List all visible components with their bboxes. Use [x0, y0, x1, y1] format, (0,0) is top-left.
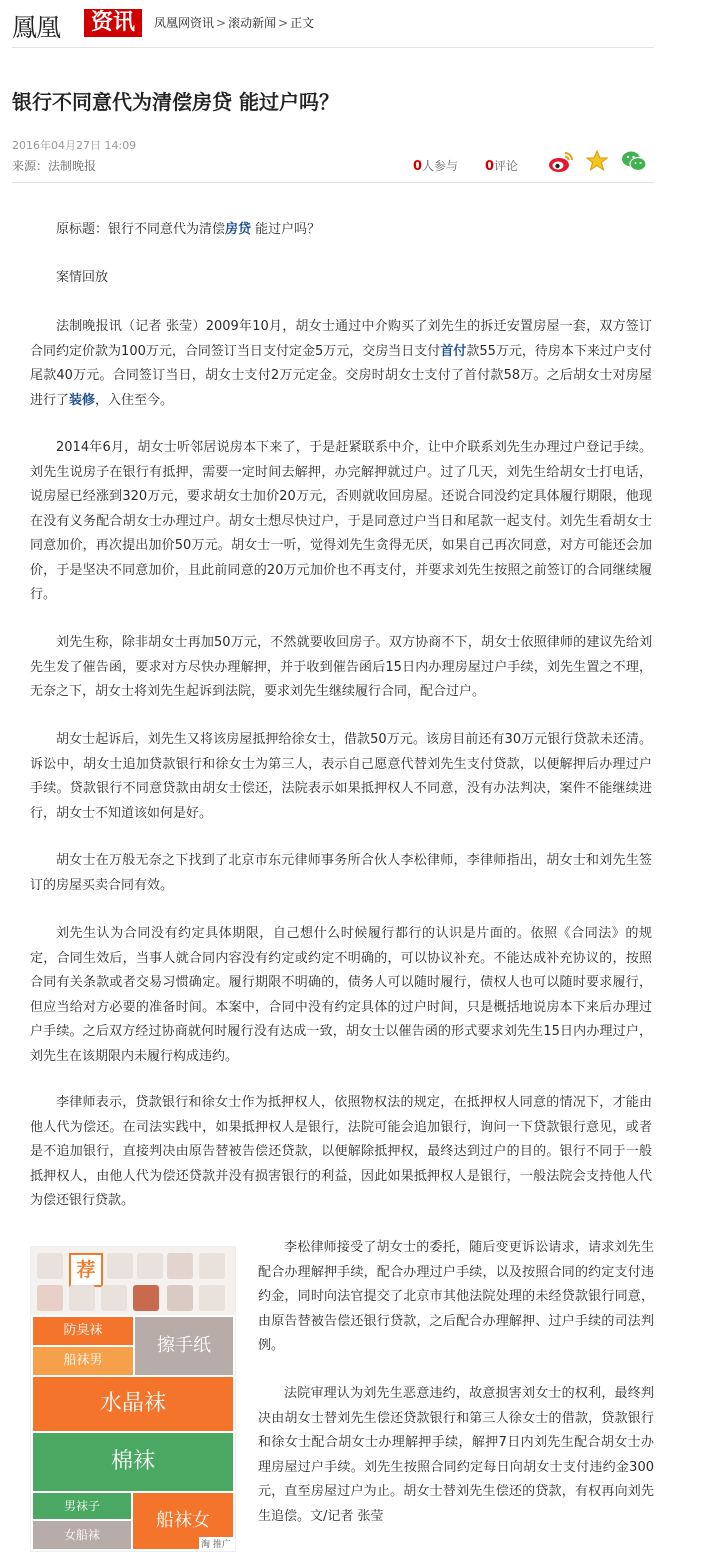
product-thumbnail[interactable] [199, 1285, 225, 1311]
breadcrumb-home[interactable]: 凤凰网资讯 [154, 16, 215, 30]
paragraph: 2014年6月，胡女士听邻居说房本下来了，于是赶紧联系中介，让中介联系刘先生办理过户登记手续。刘先生说房子在银行有抵押，需要一定时间去解押，办完解押就过户。过了几天，刘先生给胡女士打电话，说房屋已经涨到320万元，要求胡女士加价20万元，否则就收回房屋。还说合同没约定具体履行期限，他现在没有义务配合胡女士办理过户。胡女士想尽快过户，于是同意过户当日和尾款一起支付。刘先生看胡女士同意加价，再次提出加价50万元。胡女士一听，觉得刘先生贪得无厌，如果自己再次同意，对方可能还会加价，于是坚决不同意加价，且此前同意的20万元加价也不再支付，并要求刘先生按照之前签订的合同继续履行。 [30, 440, 652, 602]
site-logo-text[interactable]: 鳳凰 [12, 13, 61, 42]
ad-tile-anti-odor-socks[interactable]: 防臭袜 [33, 1317, 133, 1345]
favorite-star-icon[interactable] [586, 150, 608, 176]
section-heading: 案情回放 [56, 270, 109, 285]
product-thumbnail[interactable] [107, 1253, 133, 1279]
source-label: 来源： [12, 159, 49, 173]
text-segment: 能过户吗？ [251, 222, 321, 237]
ad-tile-mens-boat-socks[interactable]: 船袜男 [33, 1347, 133, 1375]
participants-label: 人参与 [422, 159, 459, 173]
page-title: 银行不同意代为清偿房贷 能过户吗？ [12, 90, 339, 114]
product-thumbnail[interactable] [199, 1253, 225, 1279]
ad-tile-crystal-socks[interactable]: 水晶袜 [33, 1377, 233, 1431]
text-segment: 原标题：银行不同意代为清偿 [56, 222, 226, 237]
participants-count[interactable] [413, 157, 458, 174]
keyword-link-downpayment[interactable]: 首付 [440, 343, 467, 359]
recommend-badge: 荐 [69, 1253, 103, 1287]
source-name[interactable]: 法制晚报 [48, 159, 97, 173]
ad-promo-label[interactable]: 淘 推广 [199, 1537, 233, 1550]
ad-recommend-block[interactable] [30, 1246, 236, 1552]
comments-label: 评论 [494, 159, 519, 173]
product-thumbnail[interactable] [37, 1285, 63, 1311]
ad-tile-cotton-socks[interactable]: 棉袜 [33, 1433, 233, 1491]
keyword-link-mortgage[interactable]: 房贷 [225, 222, 252, 237]
paragraph: 李律师表示，贷款银行和徐女士作为抵押权人，依照物权法的规定，在抵押权人同意的情况下，才能由他人代为偿还。在司法实践中，如果抵押权人是银行，法院可能会追加银行，询问一下贷款银行意见，或者是不追加银行，直接判决由原告替被告偿还贷款，以便解除抵押权，最终达到过户的目的。银行不同于一般抵押权人，由他人代为偿还贷款并没有损害银行的利益，因此如果抵押权人是银行，一般法院会支持他人代为偿还银行贷款。 [30, 1095, 652, 1208]
paragraph: 胡女士起诉后，刘先生又将该房屋抵押给徐女士，借款50万元。该房目前还有30万元银行贷款未还清。诉讼中，胡女士追加贷款银行和徐女士为第三人，表示自己愿意代替刘先生支付贷款，以便解押后办理过户手续。贷款银行不同意贷款由胡女士偿还，法院表示如果抵押权人不同意，没有办法判决，案件不能继续进行，胡女士不知道该如何是好。 [30, 732, 652, 821]
breadcrumb-rolling-news[interactable]: 滚动新闻 [228, 16, 277, 30]
ad-tile-paper-towels[interactable]: 擦手纸 [135, 1317, 233, 1375]
ad-tile-mens-socks[interactable]: 男袜子 [33, 1493, 131, 1519]
product-thumbnail[interactable] [101, 1285, 127, 1311]
text-segment: ，入住至今。 [95, 392, 174, 408]
ad-tile-womens-boat-socks[interactable]: 女船袜 [33, 1521, 131, 1549]
product-thumbnail[interactable] [69, 1285, 95, 1311]
breadcrumb-separator: > [278, 16, 289, 30]
paragraph: 法院审理认为刘先生恶意违约，故意损害刘女士的权利，最终判决由胡女士替刘先生偿还贷款银行和第三人徐女士的借款，贷款银行和徐女士配合胡女士办理解押手续，解押7日内刘先生配合胡女士办理房屋过户手续。刘先生按照合同约定每日向胡女士支付违约金300元，直至房屋过户为止。胡女士替刘先生偿还的贷款，有权再向刘先生追偿。文/记者 张莹 [258, 1386, 654, 1524]
product-thumbnail[interactable] [137, 1253, 163, 1279]
keyword-link-decoration[interactable]: 装修 [69, 392, 96, 408]
header-divider [12, 47, 654, 48]
weibo-share-icon[interactable] [548, 150, 574, 178]
comments-count[interactable] [485, 157, 518, 174]
paragraph [30, 315, 652, 413]
product-thumbnail[interactable] [37, 1253, 63, 1279]
original-title-paragraph [30, 218, 652, 243]
article-source [12, 157, 96, 174]
site-header [0, 0, 707, 46]
text-segment: 法制晚报讯（记者 张莹）2009年10月，胡女士通过中介购买了刘先生的拆迁安置房屋一套，双方签订合同约定价款为100万元，合同签订当日支付定金5万元，交房当日支付 [30, 319, 652, 359]
product-thumbnail[interactable] [133, 1285, 159, 1311]
ad-tile-boat-socks-women[interactable]: 船袜女 [133, 1493, 233, 1549]
text-segment: 款55万元，待房本下来过户支付尾款40万元。合同签订当日，胡女士支付2万元定金。交房时胡女士支付了首付款58万。之后胡女士对房屋进行了 [30, 343, 652, 408]
product-thumbnail[interactable] [167, 1285, 193, 1311]
breadcrumb [154, 14, 316, 31]
ad-thumbnail-strip [31, 1247, 235, 1315]
paragraph: 胡女士在万般无奈之下找到了北京市东元律师事务所合伙人李松律师，李律师指出，胡女士和刘先生签订的房屋买卖合同有效。 [30, 853, 652, 893]
meta-divider [12, 182, 654, 183]
product-thumbnail[interactable] [167, 1253, 193, 1279]
paragraph: 刘先生认为合同没有约定具体期限，自己想什么时候履行都行的认识是片面的。依照《合同法》的规定，合同生效后，当事人就合同内容没有约定或约定不明确的，可以协议补充。不能达成补充协议的，按照合同有关条款或者交易习惯确定。履行期限不明确的，债务人可以随时履行，债权人也可以随时要求履行，但应当给对方必要的准备时间。本案中，合同中没有约定具体的过户时间，只是概括地说房本下来后办理过户手续。之后双方经过协商就何时履行没有达成一致，胡女士以催告函的形式要求刘先生15日内办理过户，刘先生在该期限内未履行构成违约。 [30, 926, 652, 1064]
breadcrumb-separator: > [216, 16, 227, 30]
participants-number: 0 [413, 159, 423, 174]
site-logo-section[interactable]: 资讯 [84, 9, 142, 37]
wechat-share-icon[interactable] [621, 150, 647, 176]
comments-number: 0 [485, 159, 495, 174]
breadcrumb-current: 正文 [290, 16, 315, 30]
publish-datetime: 2016年04月27日 14:09 [12, 139, 137, 152]
paragraph: 刘先生称，除非胡女士再加50万元，不然就要收回房子。双方协商不下，胡女士依照律师的建议先给刘先生发了催告函，要求对方尽快办理解押，并于收到催告函后15日内办理房屋过户手续，刘先生置之不理，无奈之下，胡女士将刘先生起诉到法院，要求刘先生继续履行合同，配合过户。 [30, 635, 652, 699]
paragraph: 李松律师接受了胡女士的委托，随后变更诉讼请求，请求刘先生配合办理解押手续，配合办理过户手续，以及按照合同的约定支付违约金，同时向法官提交了北京市其他法院处理的未经贷款银行同意，由原告替被告偿还银行贷款，之后配合办理解押、过户手续的司法判例。 [258, 1240, 654, 1353]
